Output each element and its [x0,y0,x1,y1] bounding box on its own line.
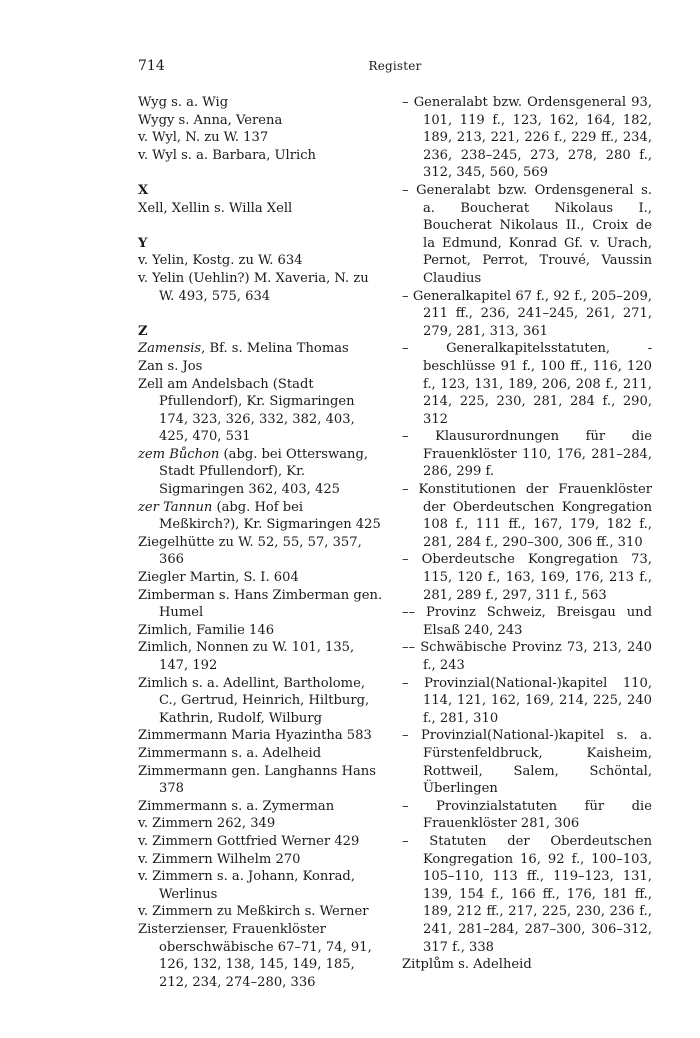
index-entry [138,340,384,358]
section-letter: Z [138,323,148,339]
index-entry: Zimlich, Familie 146 [138,622,275,638]
index-entry: v. Zimmern s. a. Johann, Konrad, Werlinus [138,869,355,902]
section-letter: X [138,182,149,198]
index-column-left [138,94,384,991]
index-entry: Zisterzienser, Frauenklöster oberschwäbische 67–71, 74, 91, 126, 132, 138, 145, 149, 185, 212, 234, 274–280, 336 [138,921,372,990]
index-entry: Zimmermann s. a. Zymerman [138,798,335,814]
index-subentry: – Konstitutionen der Frauenklöster der Oberdeutschen Kongregation 108 f., 111 ff., 167, 179, 182 f., 281, 284 f., 290–300, 306 ff., 310 [402,482,652,550]
index-entry-text: (abg. Hof bei Meßkirch?), Kr. Sigmaringen 425 [159,499,381,533]
index-entry: Zimlich, Nonnen zu W. 101, 135, 147, 192 [138,640,355,673]
index-entry-text: , Bf. s. Melina Thomas [201,341,349,357]
index-entry: v. Zimmern Wilhelm 270 [138,851,301,867]
index-subentry: – Statuten der Oberdeutschen Kongregation 16, 92 f., 100–103, 105–110, 113 ff., 119–123, 131, 139, 154 f., 166 ff., 176, 181 ff., 189, 212 ff., 217, 225, 230, 236 f., 241, 281–284, 287–300, 306–312, 317 f., 338 [402,833,652,955]
index-entry: Zan s. Jos [138,358,203,374]
index-entry [138,446,384,499]
index-subentry: –– Schwäbische Provinz 73, 213, 240 f., 243 [402,640,652,673]
section-letter: Y [138,235,148,251]
index-entry: v. Yelin (Uehlin?) M. Xaveria, N. zu W. 493, 575, 634 [138,270,369,304]
index-column-right [402,94,652,974]
index-subentry: – Klausurordnungen für die Frauenklöster 110, 176, 281–284, 286, 299 f. [402,429,652,480]
index-entry: Xell, Xellin s. Willa Xell [138,200,293,216]
index-entry-italic: Zamensis [138,341,202,357]
index-entry: Wygy s. Anna, Verena [138,112,283,128]
index-entry: v. Yelin, Kostg. zu W. 634 [138,253,303,269]
index-entry: v. Zimmern zu Meßkirch s. Werner [138,904,369,920]
index-entry [138,499,384,534]
index-entry-italic: zer Tannun [138,499,213,515]
index-entry: Zell am Andelsbach (Stadt Pfullendorf), Kr. Sigmaringen 174, 323, 326, 332, 382, 403, 425, 470, 531 [138,376,355,445]
index-entry: Zimberman s. Hans Zimberman gen. Humel [138,587,383,621]
index-entry: Zitplům s. Adelheid [402,957,532,973]
index-entry: Ziegelhütte zu W. 52, 55, 57, 357, 366 [138,534,362,568]
index-entry: Zimmermann s. a. Adelheid [138,745,322,761]
page-header [138,58,652,78]
index-subentry: – Oberdeutsche Kongregation 73, 115, 120 f., 163, 169, 176, 213 f., 281, 289 f., 297, 311 f., 563 [402,552,652,603]
running-title: Register [368,59,422,73]
index-entry: v. Wyl s. a. Barbara, Ulrich [138,147,316,163]
index-subentry: – Generalabt bzw. Ordensgeneral 93, 101, 119 f., 123, 162, 164, 182, 189, 213, 221, 226 f., 229 ff., 234, 236, 238–245, 273, 278, 280 f., 312, 345, 560, 569 [402,95,652,181]
index-entry: Wyg s. a. Wig [138,95,229,110]
index-entry-text: (abg. bei Otterswang, Stadt Pfullendorf), Kr. Sigmaringen 362, 403, 425 [159,446,368,498]
index-entry: v. Wyl, N. zu W. 137 [138,130,269,146]
index-subentry: – Generalkapitelsstatuten, -beschlüsse 91 f., 100 ff., 116, 120 f., 123, 131, 189, 206, 208 f., 211, 214, 225, 230, 281, 284 f., 290, 312 [402,341,652,427]
index-entry-italic: zem Bůchon [138,446,220,462]
index-entry: Zimlich s. a. Adellint, Bartholome, C., Gertrud, Heinrich, Hiltburg, Kathrin, Rudolf, Wilburg [138,675,370,726]
index-entry: Ziegler Martin, S. I. 604 [138,570,299,586]
index-subentry: – Generalabt bzw. Ordensgeneral s. a. Boucherat Nikolaus I., Boucherat Nikolaus II., Croix de la Edmund, Konrad Gf. v. Urach, Pernot, Perrot, Trouvé, Vaussin Claudius [402,182,652,286]
index-entry: Zimmermann gen. Langhanns Hans 378 [138,763,376,797]
index-subentry: –– Provinz Schweiz, Breisgau und Elsaß 240, 243 [402,605,652,638]
index-entry: Zimmermann Maria Hyazintha 583 [138,728,372,744]
index-subentry: – Provinzial(National-)kapitel s. a. Fürstenfeldbruck, Kaisheim, Rottweil, Salem, Schöntal, Überlingen [402,728,652,797]
index-entry: v. Zimmern 262, 349 [138,816,276,832]
index-subentry: – Provinzial(National-)kapitel 110, 114, 121, 162, 169, 214, 225, 240 f., 281, 310 [402,675,652,726]
index-subentry: – Provinzialstatuten für die Frauenklöster 281, 306 [402,798,652,832]
page-number: 714 [138,58,165,74]
index-entry: v. Zimmern Gottfried Werner 429 [138,833,360,849]
index-subentry: – Generalkapitel 67 f., 92 f., 205–209, 211 ff., 236, 241–245, 261, 271, 279, 281, 313, 361 [402,288,652,339]
